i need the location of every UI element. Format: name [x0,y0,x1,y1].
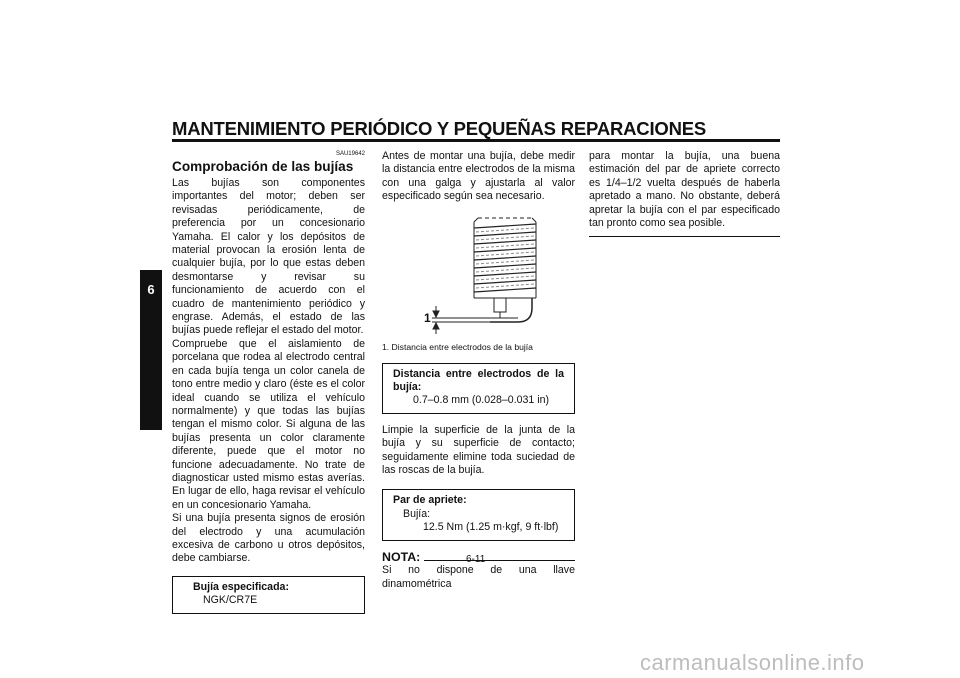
spark-plug-spec-box [172,576,365,614]
page-number: 6-11 [466,554,486,565]
paragraph-clean: Limpie la superficie de la junta de la bujía y su superficie de contacto; seguidamente elimine toda suciedad de las roscas de la bujía. [382,423,575,477]
chapter-tab[interactable]: 6 [140,270,162,430]
figure-callout-1: 1 [424,310,431,325]
electrode-gap-spec-box [382,363,575,414]
section-code: SAU19642 [335,151,365,157]
spark-plug-illustration [382,210,575,338]
nota-text: Si no dispone de una llave dinamométrica [382,564,575,590]
nota-end-rule [589,236,780,237]
paragraph-porcelain: Compruebe que el aislamiento de porcelana que rodea al electrodo central en cada bujía tenga un color canela de tono entre medio y claro (éste es el color ideal cuando se utiliza el vehículo normalmente) y que todas las bujías tengan el mismo color. Si alguna de las bujías presenta un color claramente diferente, puede que el motor no funcione adecuadamente. No trate de diagnosticar usted mismo estas averías. En lugar de ello, haga revisar el vehículo en un concesionario Yamaha. [172,337,365,511]
gap-value: 0.7–0.8 mm (0.028–0.031 in) [413,394,550,407]
torque-value: 12.5 Nm (1.25 m·kgf, 9 ft·lbf) [423,521,559,534]
figure-caption: 1. Distancia entre electrodos de la bujía [382,341,533,352]
watermark: carmanualsonline.info [640,650,865,675]
nota-rule [424,560,575,561]
spec-value: NGK/CR7E [203,594,258,607]
torque-label: Par de apriete: [393,494,467,507]
column-2 [382,150,575,591]
page-title: MANTENIMIENTO PERIÓDICO Y PEQUEÑAS REPARACIONES [172,118,707,139]
paragraph-torque-estimate: para montar la bujía, una buena estimación del par de apriete correcto es 1/4–1/2 vuelta después de haberla apretado a mano. No obstante, deberá apretar la bujía con el par especificado tan pronto como sea posible. [589,150,780,230]
paragraph-erosion: Si una bujía presenta signos de erosión del electrodo y una acumulación excesiva de carbono u otros depósitos, debe cambiarse. [172,512,365,565]
torque-item: Bujía: [403,507,431,520]
header-rule [172,139,780,142]
paragraph-intro: Las bujías son componentes importantes del motor; deben ser revisadas periódicamente, de preferencia por un concesionario Yamaha. El calor y los depósitos de material provocan la erosión lenta de cualquier bujía, por lo que estas deben desmontarse y revisar su funcionamiento de acuerdo con el cuadro de mantenimiento periódico y engrase. Además, el estado de las bujías puede reflejar el estado del motor. [172,177,365,337]
nota-label: NOTA: [382,549,421,564]
spec-label: Bujía especificada: [193,580,289,593]
torque-spec-box [382,489,575,540]
paragraph-gap-measure: Antes de montar una bujía, debe medir la distancia entre electrodos de la misma con una galga y ajustarla al valor especificado según sea necesario. [382,150,575,203]
section-title: Comprobación de las bujías [172,159,354,174]
gap-label: Distancia entre electrodos de la bujía: [393,367,564,394]
column-1 [172,150,365,614]
column-3 [589,150,780,237]
spark-plug-figure [382,210,575,338]
